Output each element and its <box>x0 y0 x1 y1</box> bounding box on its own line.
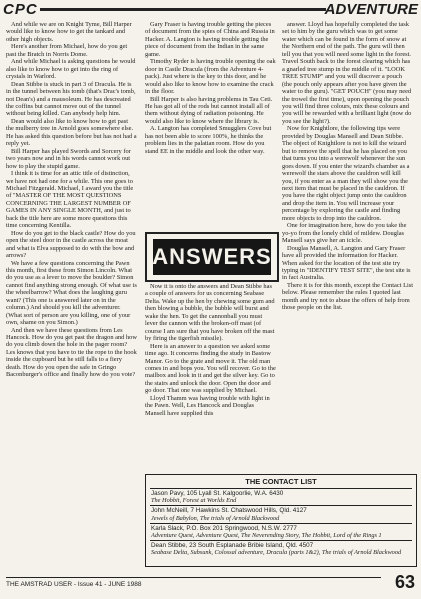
paragraph: Bill Harper is also having problems in Tau Ceti. He has got all of the rods but cannot install all of them without dying of radiation poisoning. He would also like to know where the library is. <box>145 95 273 125</box>
contact-entry <box>151 542 411 556</box>
paragraph: answer. Lloyd has hopefully completed the task set to him by the guru which was to get some water which can be found in the form of snow at the Northern end of the path. The guru will then tell you that you will need some light in the forest. Travel South back to the forest clearing which has a gnarled tree stump in the middle of it. "LOOK TREE STUMP" and you will discover a pouch (the pouch only appears after you have given the water to the guru). "GET POUCH" (you may need the trowel the first time), upon opening the pouch you will find three colours, mix these colours and you will be rewarded with a brilliant light (now do you see the light?). <box>282 21 412 125</box>
contact-entry <box>151 490 411 504</box>
section-label-cpc: CPC <box>3 1 38 18</box>
paragraph: And while Michael is asking questions he would also like to know how to get into the ring of crystals in Warlord. <box>6 58 136 81</box>
contact-games: Adventure Quest, Adventure Quest, The Neverending Story, The Hobbit, Lord of the Rings 1 <box>151 532 382 540</box>
contact-address: John McNeill, 7 Hawkins St. Chatswood Hills, Qld. 4127 <box>151 507 307 515</box>
section-label-adventure: ADVENTURE <box>324 1 418 18</box>
contact-address: Dean Stibbe, 23 South Esplanade Bribie Island, Qld. 4507 <box>151 542 314 550</box>
footer-issue-info: THE AMSTRAD USER - Issue 41 - JUNE 1988 <box>6 581 142 588</box>
paragraph: And while we are on Knight Tyme, Bill Harper would like to know how to get the tankard and other high objects. <box>6 21 132 43</box>
header-rule <box>40 8 326 11</box>
column-3 <box>282 21 413 388</box>
paragraph: And then we have these questions from Les Hancock. How do you get past the dragon and how do you climb down the hole in the pager room? Les knows that you have to tie the rope to the hook inside the cupboard but he still falls to a fiery death. How do you open the safe in Gringo Baconburger's office and finally how do you vote? <box>6 326 137 379</box>
paragraph: One for imagination here, how do you take the yo-yo from the lonely child of mildew. Douglas Mansell says give her an icicle. <box>282 222 407 245</box>
answers-heading: ANSWERS <box>153 239 271 275</box>
paragraph: Here's another from Michael, how do you get past the Bratch in Norris Dome. <box>6 43 128 58</box>
answers-heading-box <box>145 232 279 282</box>
contact-entry <box>151 507 411 521</box>
paragraph: Lloyd Thamm was having trouble with light in the Pawn. Well, Les Hancock and Douglas Mansell have supplied this <box>145 394 270 417</box>
contact-games: Jewels of Babylon, The trials of Arnold Blackwood <box>151 514 280 522</box>
divider <box>150 505 412 506</box>
contact-list-title: THE CONTACT LIST <box>245 477 317 486</box>
paragraph: How do you get to the black castle? How do you open the steel door in the castle across the moat and what is Elva supposed to do with the bow and arrows? <box>6 229 136 260</box>
page-header <box>0 0 421 18</box>
paragraph: Douglas Mansell, A. Langton and Gary Fraser have all provided the information for Hacker. When asked for the location of the test site try typing in "IDENTIFY TEST SITE", the test site is in fact Australia. <box>282 244 411 282</box>
paragraph: Dean Stibbe is stuck in part 3 of Dracula. He is in the tunnel between his tomb (that's Drac's tomb, not Dean's) and a mausoleum. He has descreated the coffins but cannot move out of the tunnel without being killed. Can anybody help him. <box>6 80 136 118</box>
contact-games: The Hobbit, Forest at Worlds End <box>151 497 237 505</box>
contact-games: Seabase Delta, Subsunk, Colossal adventure, Dracula (parts 1&2), The trials of Arnold Blackwood <box>151 549 402 557</box>
page-footer <box>0 571 421 599</box>
paragraph: Now for Knightlore, the following tips were provided by Douglas Mansell and Dean Stibbe. The object of Knightlore is not to kill the wizard but to remove the spell that he has placed on you that turns you into a werewolf whenever the sun goes down. If you enter the wizard's chamber as a werewolf the stars above the cauldron will kill you, if you enter as a man they will show you the next item that must be placed in the cauldron. If you have the right object jump onto the cauldron and drop the item in. You will increase your percentage by exploring the castle and finding more objects to drop into the cauldron. <box>282 125 410 222</box>
paragraph: I think it is time for an attic title of distinction, we have not had one for a while. This one goes to Michael Fitzgerald. Michael, I award you the title of "MASTER OF THE MOST QUESTIONS CONCERNING THE LARGEST NUMBER OF GAMES IN ANY SINGLE MONTH, and just to back the title here are some more questions this time concerning Kentilla. <box>6 170 134 230</box>
paragraph: Dean would also like to know how to get past the mulberry tree in Arnold goes somewhere else. He has asked this question before but has not had a reply yet. <box>6 117 137 148</box>
page-number: 63 <box>394 572 415 592</box>
divider <box>150 488 412 489</box>
contact-entry <box>151 525 411 539</box>
contact-list-box <box>145 474 417 567</box>
paragraph: Here is an answer to a question we asked some time ago. It concerns finding the study in Bastow Manor. Go to the grate and move it. The old man comes in and bops you. You will recover. Go to the mailbox and look in it and get the silver key. Go to the stairs and unlock the door. Open the door and go door. That one was supplied by Michael. <box>145 342 276 395</box>
paragraph: Bill Harper has played Swords and Sorcery for two years now and in his words cannot work out how to play the stupid game. <box>6 147 131 170</box>
divider <box>150 523 412 524</box>
paragraph: There it is for this month, except the Contact List below. Please remember the rules I quoted last month and try not to abuse the offers of help from those people on the list. <box>282 281 413 312</box>
contact-address: Jason Pavy, 105 Lyall St. Kalgoorlie, W.A. 6430 <box>151 490 284 497</box>
contact-address: Karla Slack, P.O. Box 201 Springwood, N.S.W. 2777 <box>151 524 297 532</box>
column-1 <box>6 21 137 567</box>
paragraph: Gary Fraser is having trouble getting the pieces of document from the spies of China and Russia in Hacker. A. Langton is having trouble getting the piece of document from the Indian in the same game. <box>145 21 275 58</box>
footer-rule <box>6 577 381 578</box>
paragraph: Now it is onto the answers and Dean Stibbe has a couple of answers for us concerning Seabase Delta. Wake up the hen by chewing some gum and then blowing a bubble, the bubble will burst and wake the hen. To get the cannonball you must lever the cannon with the broken-off mast (of course I am sure that you have broken off the mast by firing the tigerfish missile). <box>145 283 275 343</box>
paragraph: A. Langton has completed Smugglers Cove but has not been able to score 100%, he thinks the problem lies in the palatian room. How do you stand EE in the middle and look the other way. <box>145 125 272 155</box>
paragraph: Timothy Ryder is having trouble opening the oak door in Castle Dracula (from the Adventure 4-pack). Just where is the key to this door, and he would also like to know how to examine the crack in the floor. <box>145 58 276 96</box>
divider <box>150 540 412 541</box>
column-2-top <box>145 21 276 228</box>
paragraph: We have a few questions concerning the Pawn this month, first these from Simon Lincoln. What do you use as a lever to move the boulder? Simon cannot find anything strong enough. Of what use is the wheelbarrow? What does the laughing guru want? (This one is answered later on in the column.) And should you kill the adventurer. (What sort of person are you killing, one of your own, shame on you Simon.) <box>6 259 137 327</box>
